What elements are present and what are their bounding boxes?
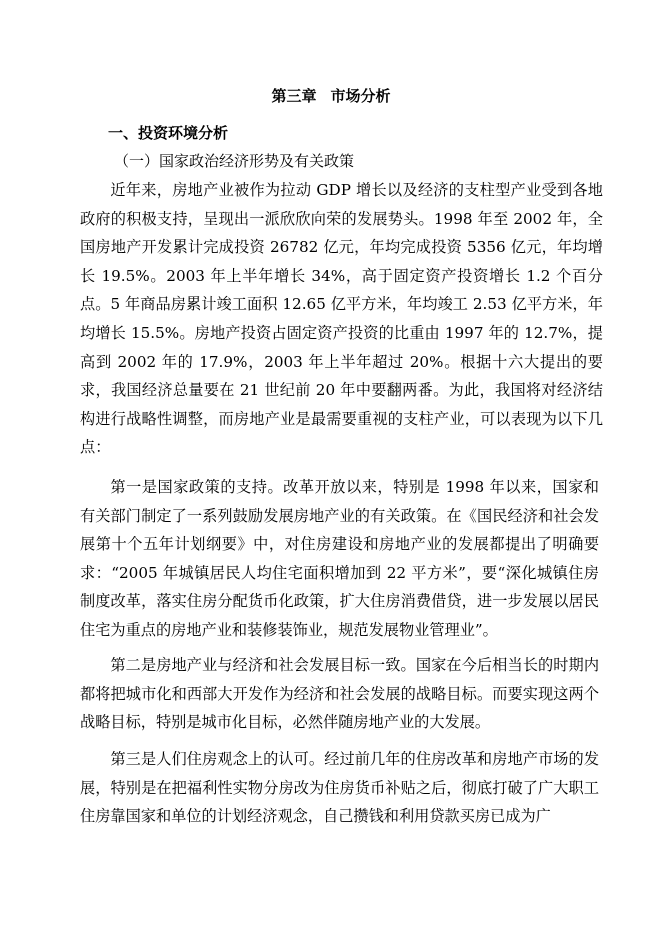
- chapter-name: 市场分析: [330, 87, 391, 105]
- subsection-heading: （一）国家政治经济形势及有关政策: [114, 152, 355, 170]
- section-heading: 一、投资环境分析: [108, 124, 229, 142]
- paragraph-housing-concept: 第三是人们住房观念上的认可。经过前几年的住房改革和房地产市场的发展，特别是在把福利性实物分房改为住房货币补贴之后，彻底打破了广大职工住房靠国家和单位的计划经济观念，自己攒钱和利用贷款买房已成为广: [80, 750, 599, 826]
- paragraph-policy-support: 第一是国家政策的支持。改革开放以来，特别是 1998 年以来，国家和有关部门制定了一系列鼓励发展房地产业的有关政策。在《国民经济和社会发展第十个五年计划纲要》中，对住房建设和房地产业的发展都提出了明确要求：“2005 年城镇居民人均住宅面积增加到 22 平方米”，要“深化城镇住房制度改革，落实住房分配货币化政策，扩大住房消费借贷，进一步发展以居民住宅为重点的房地产业和装修装饰业，规范发展物业管理业”。: [80, 478, 599, 639]
- chapter-title: [0, 85, 662, 106]
- paragraph-development-goals: 第二是房地产业与经济和社会发展目标一致。国家在今后相当长的时期内都将把城市化和西部大开发作为经济和社会发展的战略目标。而要实现这两个战略目标，特别是城市化目标，必然伴随房地产业的大发展。: [80, 656, 599, 732]
- paragraph-investment-overview: 近年来，房地产业被作为拉动 GDP 增长以及经济的支柱型产业受到各地政府的积极支持，呈现出一派欣欣向荣的发展势头。1998 年至 2002 年，全国房地产开发累计完成投资 26782 亿元，年均完成投资 5356 亿元，年均增长 19.5%。2003 年上半年增长 34%，高于固定资产投资增长 1.2 个百分点。5 年商品房累计竣工面积 12.65 亿平方米，年均竣工 2.53 亿平方米，年均增长 15.5%。房地产投资占固定资产投资的比重由 1997 年的 12.7%，提高到 2002 年的 17.9%，2003 年上半年超过 20%。根据十六大提出的要求，我国经济总量要在 21 世纪前 20 年中要翻两番。为此，我国将对经济结构进行战略性调整，而房地产业是最需要重视的支柱产业，可以表现为以下几点：: [80, 181, 603, 457]
- chapter-number: 第三章: [271, 87, 317, 105]
